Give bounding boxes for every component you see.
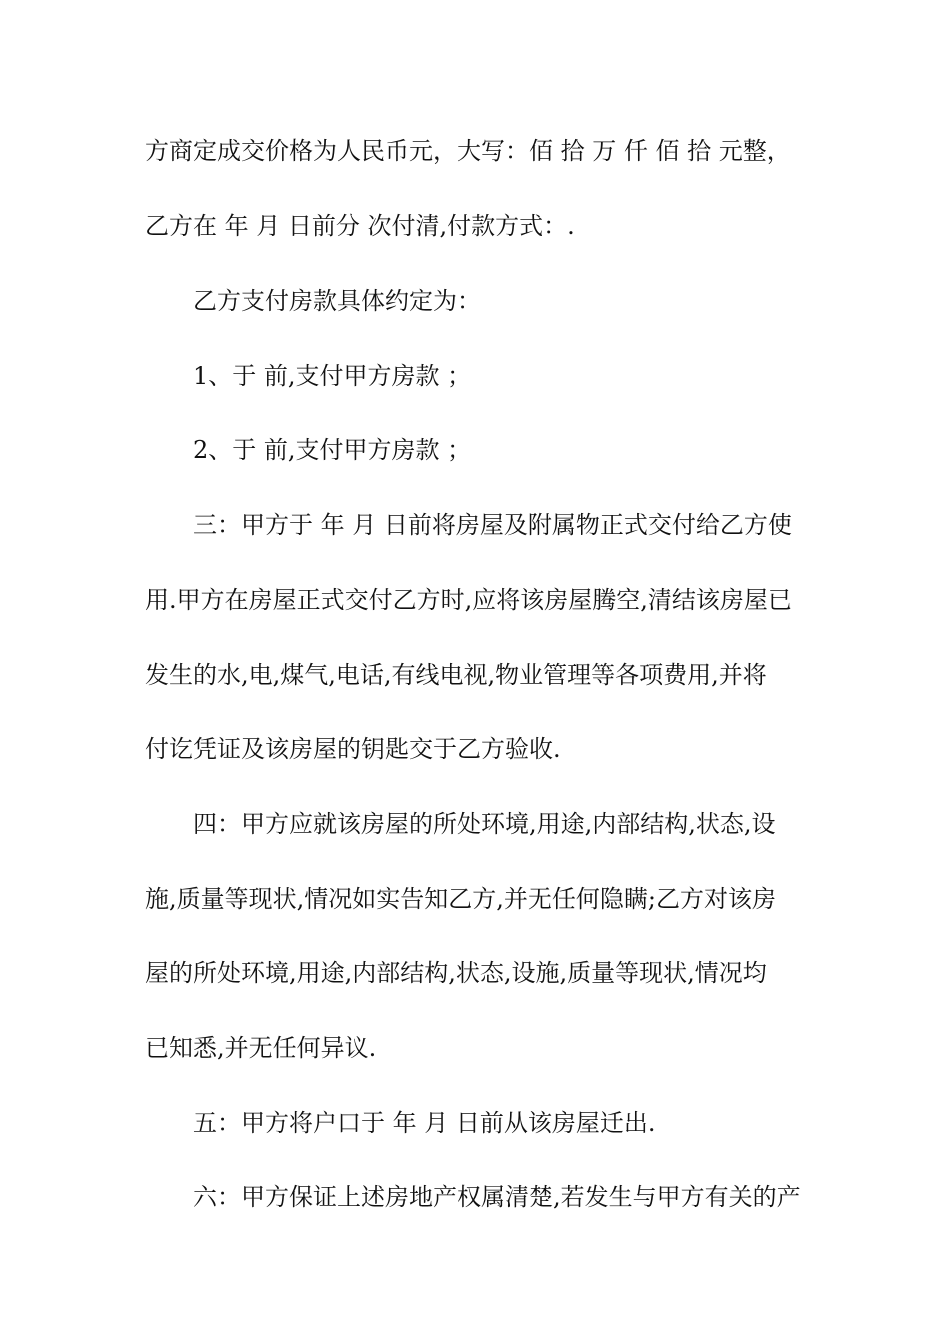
text-line-clause-3-cont-2: 发生的水,电,煤气,电话,有线电视,物业管理等各项费用,并将 <box>145 661 767 689</box>
text-line-clause-4-start: 四：甲方应就该房屋的所处环境,用途,内部结构,状态,设 <box>193 810 776 838</box>
text-line-clause-3-cont-3: 付讫凭证及该房屋的钥匙交于乙方验收. <box>145 735 561 763</box>
text-line-clause-4-cont-3: 已知悉,并无任何异议. <box>145 1034 377 1062</box>
text-line-clause-3-cont-1: 用.甲方在房屋正式交付乙方时,应将该房屋腾空,清结该房屋已 <box>145 586 792 614</box>
text-line-clause-5: 五：甲方将户口于 年 月 日前从该房屋迁出. <box>193 1109 656 1137</box>
text-line-payment-item-1: 1、于 前,支付甲方房款 ； <box>193 362 472 390</box>
text-line-clause-4-cont-1: 施,质量等现状,情况如实告知乙方,并无任何隐瞒;乙方对该房 <box>145 885 776 913</box>
text-line-clause-3-start: 三：甲方于 年 月 日前将房屋及附属物正式交付给乙方使 <box>193 511 792 539</box>
text-line-payment-item-2: 2、于 前,支付甲方房款 ； <box>193 436 472 464</box>
text-line-clause-6-start: 六：甲方保证上述房地产权属清楚,若发生与甲方有关的产 <box>193 1183 801 1211</box>
text-line-payment-terms-heading: 乙方支付房款具体约定为： <box>193 287 481 315</box>
text-line-payment-schedule: 乙方在 年 月 日前分 次付清,付款方式：. <box>145 212 575 240</box>
text-line-clause-4-cont-2: 屋的所处环境,用途,内部结构,状态,设施,质量等现状,情况均 <box>145 959 767 987</box>
text-line-price: 方商定成交价格为人民币元，大写：佰 拾 万 仟 佰 拾 元整， <box>145 137 791 165</box>
